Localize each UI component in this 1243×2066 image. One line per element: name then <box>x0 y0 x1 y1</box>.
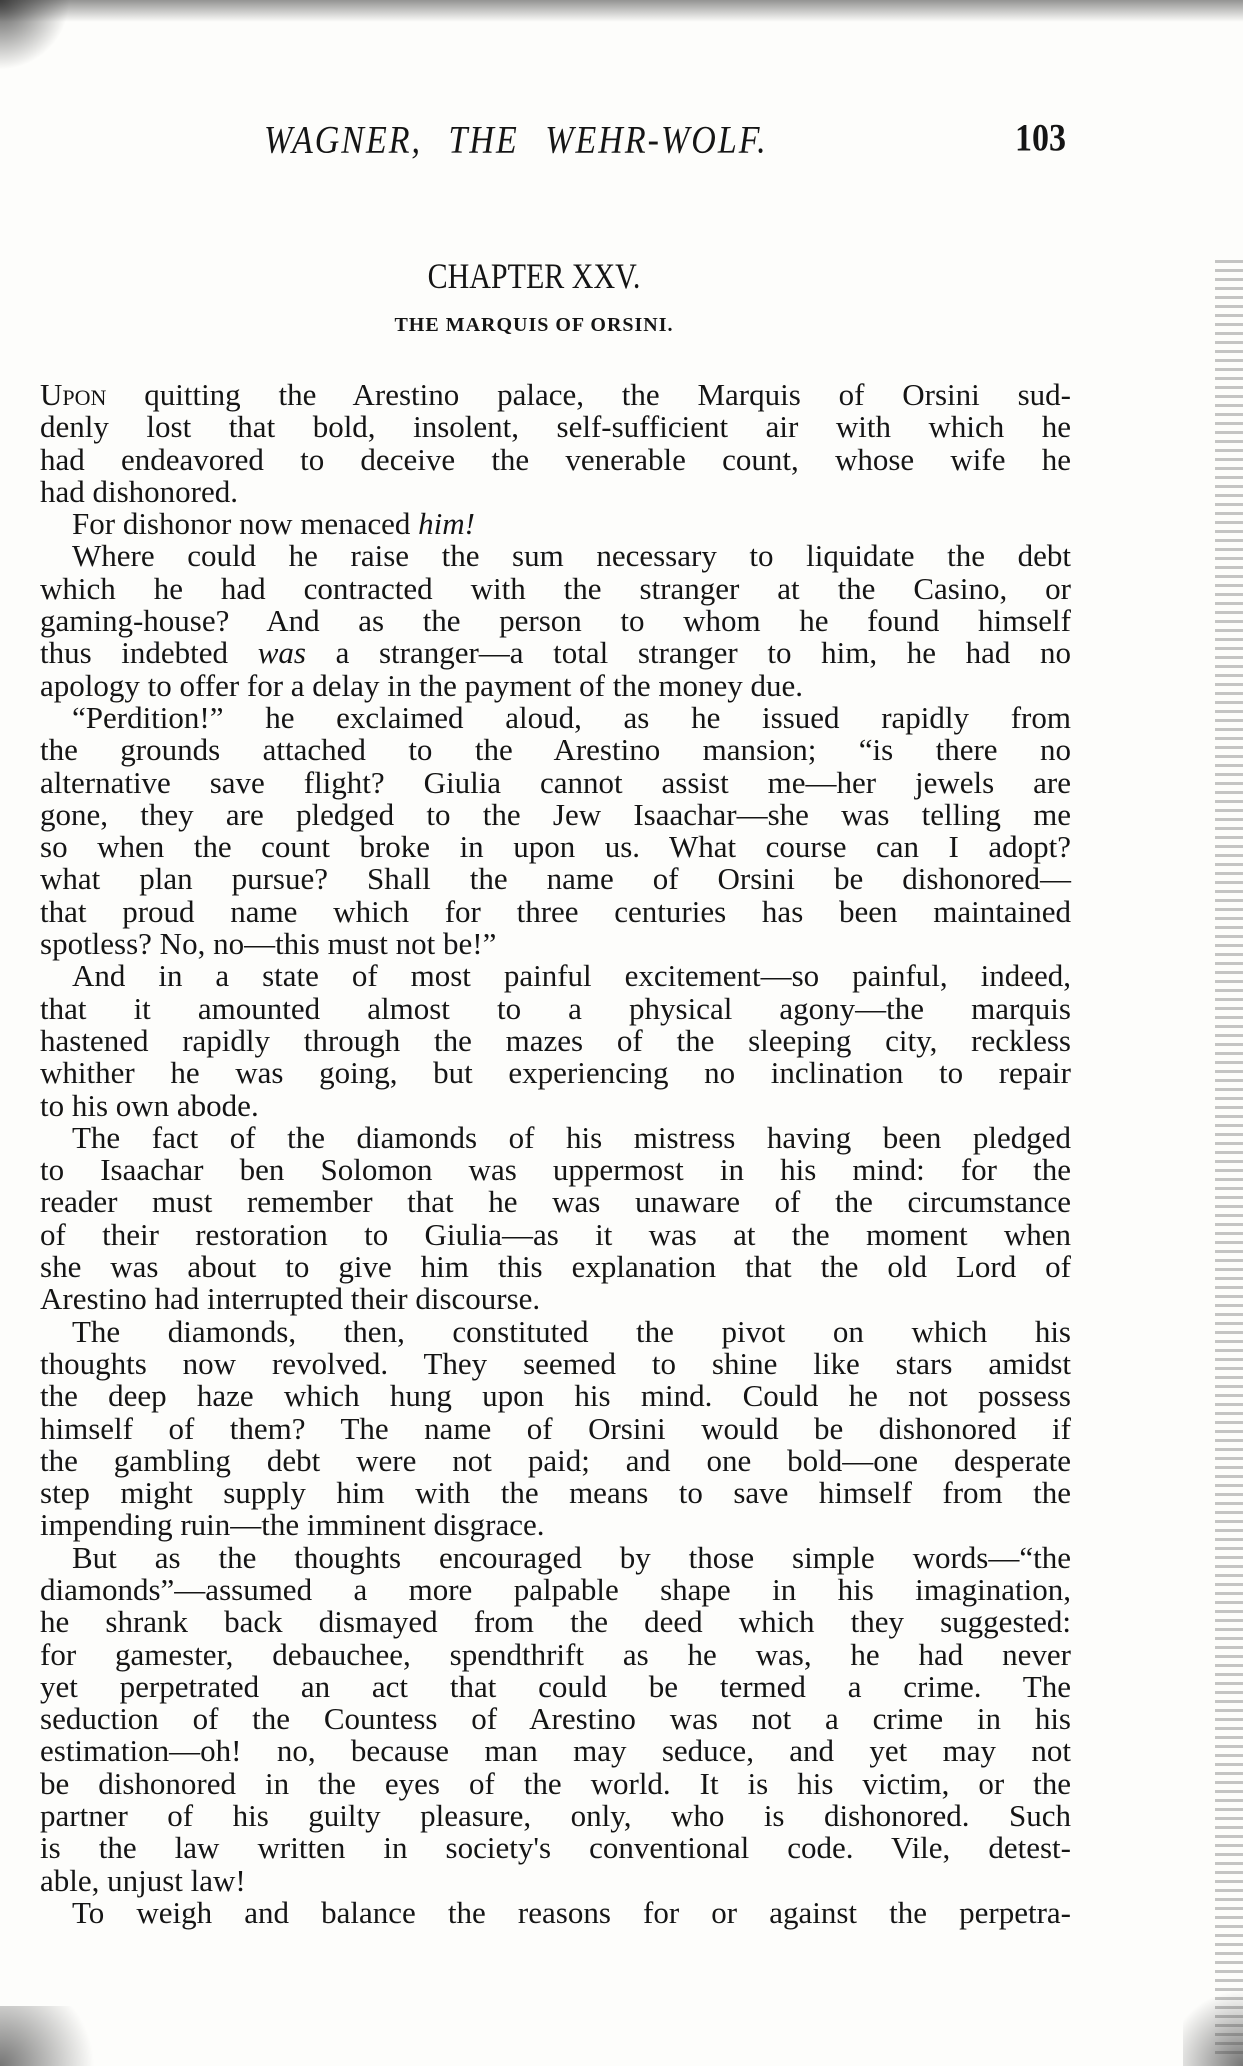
text-line <box>40 637 1071 669</box>
text-run: seduction of the Countess of Arestino was not a crime in his <box>40 1701 1071 1737</box>
text-run: yet perpetrated an act that could be termed a crime. The <box>40 1668 1071 1704</box>
body-text <box>40 379 1071 1929</box>
text-line <box>40 1442 1071 1478</box>
text-run: “Perdition!” he exclaimed aloud, as he issued rapidly from <box>72 699 1071 735</box>
text-run: denly lost that bold, insolent, self-sufficient air with which he <box>40 409 1071 445</box>
text-line <box>40 831 1071 863</box>
text-run: gaming-house? And as the person to whom he found himself <box>40 603 1071 639</box>
text-line <box>40 1313 1071 1349</box>
text-run: so when the count broke in upon us. What course can I adopt? <box>40 829 1071 865</box>
text-line <box>40 1283 1071 1315</box>
text-run: the grounds attached to the Arestino mansion; “is there no <box>40 732 1071 768</box>
text-run: Where could he raise the sum necessary to liquidate the debt <box>72 538 1071 574</box>
text-run: the deep haze which hung upon his mind. Could he not possess <box>40 1378 1071 1414</box>
scan-corner-shadow <box>0 0 70 70</box>
text-line <box>40 1765 1071 1801</box>
text-run: is the law written in society's conventional code. Vile, detest- <box>40 1830 1071 1866</box>
italic-text: him! <box>418 506 475 542</box>
text-run: had endeavored to deceive the venerable count, whose wife he <box>40 441 1071 477</box>
text-line <box>40 1345 1071 1381</box>
text-run: alternative save flight? Giulia cannot assist me—her jewels are <box>40 764 1071 800</box>
scan-corner-shadow <box>1183 1976 1243 2066</box>
text-run: partner of his guilty pleasure, only, who is dishonored. Such <box>40 1798 1071 1834</box>
text-run: impending ruin—the imminent disgrace. <box>40 1507 545 1543</box>
scan-edge-shadow <box>0 0 1243 22</box>
text-run: The fact of the diamonds of his mistress having been pledged <box>72 1119 1071 1155</box>
text-run: For dishonor now menaced <box>72 506 419 542</box>
text-run: to Isaachar ben Solomon was uppermost in his mind: for the <box>40 1152 1071 1188</box>
text-line <box>40 960 1071 992</box>
text-line <box>40 605 1071 637</box>
text-run: diamonds”—assumed a more palpable shape in his imagination, <box>40 1571 1071 1607</box>
text-line <box>40 1186 1071 1218</box>
text-line <box>40 441 1071 477</box>
text-run: able, unjust law! <box>40 1862 246 1898</box>
text-line <box>40 570 1071 606</box>
text-line <box>40 1477 1071 1509</box>
text-run: step might supply him with the means to save himself from the <box>40 1475 1071 1511</box>
text-run: to his own abode. <box>40 1087 259 1123</box>
scan-edge-shadow <box>1215 260 1243 2060</box>
text-run: spotless? No, no—this must not be!” <box>40 926 497 962</box>
italic-text: was <box>257 635 306 671</box>
text-line <box>40 1571 1071 1607</box>
text-line <box>40 1087 1071 1123</box>
text-run: the gambling debt were not paid; and one bold—one desperate <box>40 1442 1071 1478</box>
chapter-heading: CHAPTER XXV. <box>427 256 641 297</box>
text-line <box>40 1509 1071 1541</box>
scan-corner-shadow <box>0 2006 120 2066</box>
text-line <box>40 863 1071 895</box>
text-line <box>40 508 1071 540</box>
paragraph <box>40 960 1071 1121</box>
text-run: she was about to give him this explanation that the old Lord of <box>40 1249 1071 1285</box>
text-line <box>40 928 1071 960</box>
text-run: hastened rapidly through the mazes of the sleeping city, reckless <box>40 1022 1071 1058</box>
text-line <box>40 1636 1071 1672</box>
small-caps-opening: Upon <box>40 377 107 412</box>
text-line <box>40 796 1071 832</box>
text-line <box>40 1832 1071 1864</box>
text-run: reader must remember that he was unaware of the circumstance <box>40 1184 1071 1220</box>
text-run: But as the thoughts encouraged by those simple words—“the <box>72 1539 1071 1575</box>
text-run: for gamester, debauchee, spendthrift as he was, he had never <box>40 1636 1071 1672</box>
text-line <box>40 1380 1071 1412</box>
text-line <box>40 990 1071 1026</box>
text-run: gone, they are pledged to the Jew Isaachar—she was telling me <box>40 796 1071 832</box>
text-run: of their restoration to Giulia—as it was at the moment when <box>40 1216 1071 1252</box>
text-run: quitting the Arestino palace, the Marquis of Orsini sud- <box>106 377 1071 412</box>
text-line <box>40 1216 1071 1252</box>
text-line <box>40 667 1071 703</box>
text-line <box>40 1735 1071 1767</box>
text-line <box>40 379 1071 411</box>
text-line <box>40 734 1071 766</box>
text-line <box>40 1703 1071 1735</box>
text-run: he shrank back dismayed from the deed which they suggested: <box>40 1604 1071 1640</box>
running-title: WAGNER, THE WEHR-WOLF. <box>264 119 768 162</box>
text-line <box>40 1154 1071 1186</box>
text-run: had dishonored. <box>40 473 239 509</box>
text-line <box>40 473 1071 509</box>
text-line <box>40 540 1071 572</box>
text-line <box>40 1410 1071 1446</box>
text-run: apology to offer for a delay in the payment of the money due. <box>40 667 803 703</box>
paragraph <box>40 379 1071 508</box>
text-line <box>40 1251 1071 1283</box>
paragraph <box>40 1313 1071 1543</box>
paragraph <box>40 508 1071 540</box>
text-run: estimation—oh! no, because man may seduce, and yet may not <box>40 1733 1071 1769</box>
text-run: that proud name which for three centuries has been maintained <box>40 893 1071 929</box>
paragraph <box>40 699 1071 962</box>
text-line <box>40 1022 1071 1058</box>
paragraph <box>40 540 1071 701</box>
text-line <box>40 893 1071 929</box>
text-run: be dishonored in the eyes of the world. It is his victim, or the <box>40 1765 1071 1801</box>
text-line <box>40 1119 1071 1155</box>
text-run: which he had contracted with the stranger at the Casino, or <box>40 570 1071 606</box>
text-run: himself of them? The name of Orsini would be dishonored if <box>40 1410 1071 1446</box>
text-line <box>40 1057 1071 1089</box>
text-run: that it amounted almost to a physical agony—the marquis <box>40 990 1071 1026</box>
text-run: thus indebted <box>40 635 258 671</box>
text-line <box>40 1800 1071 1832</box>
text-run: whither he was going, but experiencing no inclination to repair <box>40 1055 1071 1091</box>
chapter-title: THE MARQUIS OF ORSINI. <box>394 314 674 336</box>
text-run: thoughts now revolved. They seemed to shine like stars amidst <box>40 1345 1071 1381</box>
text-run: what plan pursue? Shall the name of Orsini be dishonored— <box>40 861 1071 897</box>
text-line <box>40 764 1071 800</box>
text-run: And in a state of most painful excitement—so painful, indeed, <box>72 958 1071 994</box>
page-number: 103 <box>1015 117 1066 160</box>
text-run: The diamonds, then, constituted the pivot on which his <box>72 1313 1071 1349</box>
text-run: Arestino had interrupted their discourse. <box>40 1281 541 1317</box>
paragraph <box>40 1119 1071 1317</box>
text-run: To weigh and balance the reasons for or against the perpetra- <box>72 1894 1071 1930</box>
text-line <box>40 1668 1071 1704</box>
text-line <box>40 699 1071 735</box>
paragraph <box>40 1894 1071 1930</box>
paragraph <box>40 1539 1071 1898</box>
text-line <box>40 1539 1071 1575</box>
text-line <box>40 1894 1071 1930</box>
text-run: a stranger—a total stranger to him, he had no <box>305 635 1071 671</box>
text-line <box>40 1606 1071 1638</box>
text-line <box>40 411 1071 443</box>
text-line <box>40 1862 1071 1898</box>
